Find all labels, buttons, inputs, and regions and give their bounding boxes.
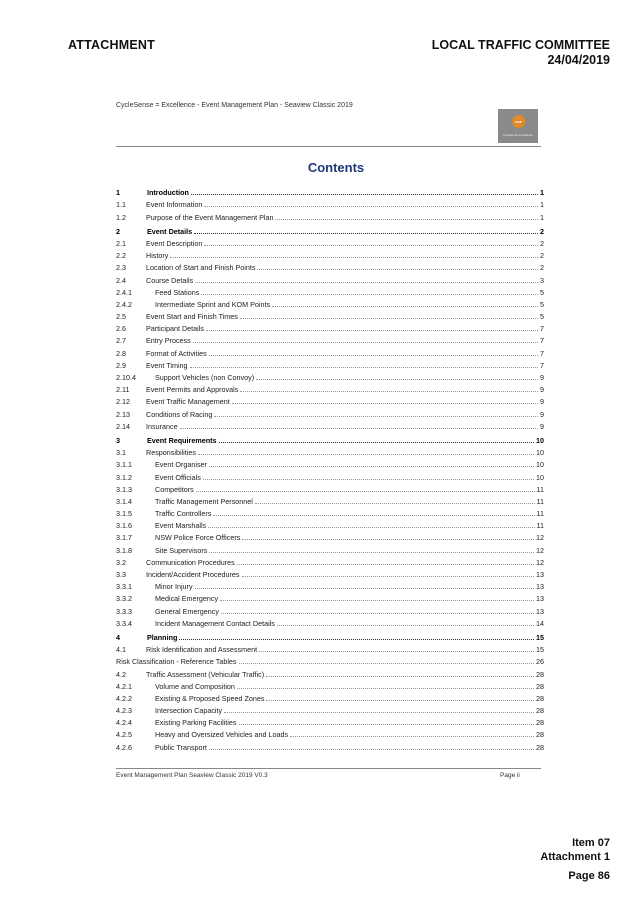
toc-leader-dots	[195, 282, 538, 283]
toc-entry-number: 3.1.1	[116, 460, 132, 470]
toc-entry-number: 2.11	[116, 385, 130, 395]
toc-entry-number: 2.2	[116, 251, 126, 261]
toc-leader-dots	[272, 306, 538, 307]
toc-entry-number: 4.2.2	[116, 693, 132, 703]
logo-tagline: cyclesense excellence	[503, 133, 533, 137]
toc-entry[interactable]	[116, 382, 544, 394]
toc-entry-page: 28	[536, 693, 544, 703]
toc-entry[interactable]	[116, 345, 544, 357]
toc-entry-page: 28	[536, 742, 544, 752]
toc-leader-dots	[195, 588, 534, 589]
toc-entry-title: Public Transport	[155, 742, 207, 752]
toc-leader-dots	[208, 527, 534, 528]
toc-entry-title: Participant Details	[146, 324, 204, 334]
toc-entry-number: 4	[116, 632, 120, 642]
toc-entry[interactable]	[116, 616, 544, 628]
toc-entry-title: Traffic Assessment (Vehicular Traffic)	[146, 669, 265, 679]
toc-leader-dots	[256, 379, 538, 380]
toc-leader-dots	[196, 491, 535, 492]
toc-entry[interactable]	[116, 482, 544, 494]
page-number: Page 86	[568, 870, 610, 882]
toc-entry-page: 2	[540, 226, 544, 236]
toc-leader-dots	[221, 613, 534, 614]
toc-entry-title: Site Supervisors	[155, 545, 208, 555]
toc-entry-title: Event Timing	[146, 360, 188, 370]
toc-entry[interactable]	[116, 445, 544, 457]
toc-entry[interactable]	[116, 309, 544, 321]
toc-entry-title: Event Description	[146, 238, 203, 248]
toc-leader-dots	[203, 479, 534, 480]
toc-entry-page: 9	[540, 409, 544, 419]
toc-entry-page: 13	[536, 594, 544, 604]
header-committee	[432, 38, 610, 68]
toc-entry-title: NSW Police Force Officers	[155, 533, 241, 543]
toc-entry[interactable]	[116, 370, 544, 382]
toc-entry-page: 12	[536, 533, 544, 543]
toc-entry[interactable]	[116, 727, 544, 739]
toc-entry-number: 2.4	[116, 275, 126, 285]
toc-entry-page: 10	[536, 460, 544, 470]
toc-entry[interactable]	[116, 642, 544, 654]
toc-entry-title: Event Permits and Approvals	[146, 385, 239, 395]
toc-entry-title: Responsibilities	[146, 448, 196, 458]
toc-entry[interactable]	[116, 703, 544, 715]
toc-entry-number: 2.9	[116, 360, 126, 370]
toc-leader-dots	[193, 342, 538, 343]
toc-entry-page: 2	[540, 263, 544, 273]
toc-leader-dots	[191, 194, 538, 195]
toc-leader-dots	[214, 416, 538, 417]
toc-entry-title: General Emergency	[155, 606, 219, 616]
toc-entry[interactable]	[116, 666, 544, 678]
toc-entry-title: Incident/Accident Procedures	[146, 570, 240, 579]
toc-entry-number: 4.1	[116, 645, 126, 655]
toc-entry-page: 3	[540, 275, 544, 285]
toc-leader-dots	[209, 355, 538, 356]
toc-entry[interactable]	[116, 555, 544, 567]
toc-entry-title: Minor Injury	[155, 582, 193, 592]
toc-leader-dots	[237, 564, 534, 565]
toc-entry-title: Event Organiser	[155, 460, 207, 470]
toc-entry-number: 4.2	[116, 669, 126, 679]
toc-leader-dots	[290, 736, 534, 737]
logo-mark: cse	[512, 115, 525, 128]
toc-entry-page: 7	[540, 336, 544, 346]
toc-entry-number: 2.4.1	[116, 287, 132, 297]
toc-entry[interactable]	[116, 185, 544, 197]
toc-entry-title: Incident Management Contact Details	[155, 618, 275, 628]
toc-entry-number: 3	[116, 435, 120, 445]
toc-leader-dots	[209, 552, 534, 553]
toc-entry-page: 11	[536, 496, 544, 506]
toc-leader-dots	[266, 676, 534, 677]
toc-entry-title: Introduction	[147, 188, 189, 198]
toc-leader-dots	[206, 330, 538, 331]
toc-entry[interactable]	[116, 494, 544, 506]
toc-entry-page: 9	[540, 385, 544, 395]
toc-leader-dots	[170, 257, 538, 258]
item-number: Item 07	[572, 837, 610, 849]
toc-leader-dots	[201, 294, 538, 295]
toc-entry-number: 3.1.8	[116, 545, 132, 555]
toc-entry-number: 4.2.4	[116, 718, 132, 728]
toc-entry-number: 3.3.3	[116, 606, 132, 616]
toc-entry-number: 3.1.2	[116, 472, 132, 482]
toc-entry-title: Event Details	[147, 226, 193, 236]
header-attachment: ATTACHMENT	[68, 38, 155, 52]
toc-entry-page: 15	[536, 632, 544, 642]
toc-leader-dots	[277, 625, 534, 626]
toc-entry[interactable]	[116, 333, 544, 345]
committee-date: 24/04/2019	[547, 53, 610, 67]
toc-entry-number: 3.2	[116, 557, 126, 567]
toc-entry-page: 12	[536, 557, 544, 567]
toc-entry[interactable]	[116, 506, 544, 518]
toc-entry[interactable]	[116, 209, 544, 221]
toc-entry[interactable]	[116, 197, 544, 209]
toc-entry-title: Location of Start and Finish Points	[146, 263, 256, 273]
toc-entry[interactable]	[116, 579, 544, 591]
toc-entry[interactable]	[116, 433, 544, 445]
toc-entry[interactable]	[116, 297, 544, 309]
toc-leader-dots	[209, 466, 534, 467]
toc-entry-page: 28	[536, 718, 544, 728]
toc-entry[interactable]	[116, 224, 544, 236]
toc-entry-page: 28	[536, 681, 544, 691]
toc-entry-number: 3.3	[116, 570, 126, 579]
toc-entry-title: Conditions of Racing	[146, 409, 213, 419]
toc-entry-number: 2	[116, 226, 120, 236]
toc-entry-title: History	[146, 251, 169, 261]
toc-entry-number: 2.12	[116, 397, 130, 407]
toc-entry-title: Event Traffic Management	[146, 397, 230, 407]
toc-entry-title: Event Officials	[155, 472, 201, 482]
toc-leader-dots	[237, 688, 534, 689]
toc-entry-title: Traffic Controllers	[155, 509, 212, 519]
toc-entry-title: Competitors	[155, 484, 194, 494]
toc-entry-title: Event Marshalls	[155, 521, 207, 531]
toc-leader-dots	[275, 219, 538, 220]
toc-entry-page: 13	[536, 606, 544, 616]
toc-leader-dots	[257, 269, 538, 270]
toc-leader-dots	[194, 233, 538, 234]
toc-entry-page: 10	[536, 448, 544, 458]
toc-entry-number: 2.6	[116, 324, 126, 334]
toc-entry-title: Course Details	[146, 275, 194, 285]
toc-entry[interactable]	[116, 394, 544, 406]
toc-leader-dots	[239, 663, 534, 664]
toc-entry-title: Intermediate Sprint and KOM Points	[155, 299, 271, 309]
toc-entry-page: 1	[540, 200, 544, 210]
toc-entry-number: 1	[116, 188, 120, 198]
toc-entry[interactable]	[116, 285, 544, 297]
toc-entry[interactable]	[116, 679, 544, 691]
toc-leader-dots	[219, 442, 535, 443]
toc-entry[interactable]	[116, 321, 544, 333]
toc-entry-number: 3.1.4	[116, 496, 132, 506]
toc-leader-dots	[242, 539, 534, 540]
toc-entry[interactable]	[116, 406, 544, 418]
item-block	[540, 836, 610, 864]
toc-entry-title: Communication Procedures	[146, 557, 235, 567]
toc-entry-page: 11	[536, 521, 544, 531]
toc-entry[interactable]	[116, 654, 544, 666]
plan-header: CycleSense = Excellence - Event Management Plan - Seaview Classic 2019	[116, 102, 353, 109]
toc-entry-page: 7	[540, 348, 544, 358]
toc-leader-dots	[180, 428, 538, 429]
toc-entry[interactable]	[116, 419, 544, 431]
logo	[498, 109, 538, 143]
toc-entry-page: 12	[536, 545, 544, 555]
toc-entry-number: 2.14	[116, 421, 130, 431]
header-rule	[116, 146, 541, 147]
toc-entry-number: 3.3.4	[116, 618, 132, 628]
toc-entry-number: 3.1.7	[116, 533, 132, 543]
toc-entry-number: 3.1.5	[116, 509, 132, 519]
toc-entry-page: 1	[540, 212, 544, 222]
toc-entry-title: Format of Activities	[146, 348, 207, 358]
toc-entry[interactable]	[116, 567, 544, 579]
toc-entry[interactable]	[116, 469, 544, 481]
toc-entry-page: 15	[536, 645, 544, 655]
toc-entry-number: 2.7	[116, 336, 126, 346]
toc-entry-title: Heavy and Oversized Vehicles and Loads	[155, 730, 289, 740]
toc-entry-page: 7	[540, 324, 544, 334]
toc-entry-number: 3.1.3	[116, 484, 132, 494]
toc-entry[interactable]	[116, 542, 544, 554]
toc-leader-dots	[179, 639, 534, 640]
toc-entry-number: 4.2.6	[116, 742, 132, 752]
toc-entry-number: 1.1	[116, 200, 126, 210]
toc-leader-dots	[239, 724, 535, 725]
toc-entry-title: Medical Emergency	[155, 594, 219, 604]
toc-entry-title: Risk Classification - Reference Tables	[116, 657, 237, 667]
toc-entry-page: 11	[536, 509, 544, 519]
toc-entry-number: 2.10.4	[116, 373, 136, 382]
toc-entry-title: Entry Process	[146, 336, 191, 346]
toc-entry-title: Planning	[147, 632, 178, 642]
toc-entry-page: 28	[536, 730, 544, 740]
toc-entry-page: 28	[536, 669, 544, 679]
toc-entry-number: 2.13	[116, 409, 130, 419]
toc-entry[interactable]	[116, 358, 544, 370]
toc-entry-title: Event Start and Finish Times	[146, 312, 238, 322]
toc-entry-page: 9	[540, 373, 544, 382]
toc-entry-number: 4.2.5	[116, 730, 132, 740]
contents-title: Contents	[307, 160, 365, 175]
toc-leader-dots	[220, 600, 534, 601]
toc-leader-dots	[204, 245, 538, 246]
toc-entry[interactable]	[116, 518, 544, 530]
toc-entry-title: Event Requirements	[147, 435, 217, 445]
toc-leader-dots	[242, 576, 535, 577]
toc-entry-number: 2.5	[116, 312, 126, 322]
toc-entry-page: 26	[536, 657, 544, 667]
toc-entry-title: Volume and Composition	[155, 681, 235, 691]
toc-entry-page: 11	[536, 484, 544, 494]
toc-entry[interactable]	[116, 248, 544, 260]
toc-entry-number: 3.1.6	[116, 521, 132, 531]
toc-entry-page: 5	[540, 287, 544, 297]
toc-entry-number: 3.3.1	[116, 582, 132, 592]
toc-entry-title: Existing Parking Facilities	[155, 718, 237, 728]
toc-entry-page: 5	[540, 312, 544, 322]
toc-entry-number: 3.1	[116, 448, 126, 458]
toc-leader-dots	[259, 651, 534, 652]
toc-leader-dots	[240, 318, 538, 319]
attachment-number: Attachment 1	[540, 851, 610, 863]
toc-leader-dots	[232, 403, 538, 404]
toc-entry-title: Purpose of the Event Management Plan	[146, 212, 274, 222]
toc-entry-title: Risk Identification and Assessment	[146, 645, 258, 655]
toc-leader-dots	[198, 454, 534, 455]
toc-entry[interactable]	[116, 739, 544, 751]
toc-entry-number: 2.3	[116, 263, 126, 273]
toc-entry[interactable]	[116, 630, 544, 642]
toc-entry[interactable]	[116, 236, 544, 248]
toc-entry[interactable]	[116, 691, 544, 703]
toc-entry-number: 2.8	[116, 348, 126, 358]
toc-leader-dots	[224, 712, 534, 713]
toc-entry[interactable]	[116, 457, 544, 469]
toc-leader-dots	[190, 367, 538, 368]
toc-entry-title: Insurance	[146, 421, 178, 431]
toc-entry-title: Traffic Management Personnel	[155, 496, 253, 506]
toc-entry[interactable]	[116, 603, 544, 615]
toc-entry-page: 14	[536, 618, 544, 628]
toc-leader-dots	[204, 206, 538, 207]
toc-leader-dots	[240, 391, 538, 392]
toc-entry-page: 28	[536, 706, 544, 716]
toc-entry-page: 13	[536, 582, 544, 592]
toc-entry[interactable]	[116, 591, 544, 603]
toc-entry-page: 9	[540, 397, 544, 407]
toc-entry-page: 5	[540, 299, 544, 309]
toc-leader-dots	[266, 700, 534, 701]
footer-rule	[116, 768, 541, 769]
toc-entry-page: 1	[540, 188, 544, 198]
toc-entry[interactable]	[116, 715, 544, 727]
toc-leader-dots	[213, 515, 534, 516]
toc-entry-number: 2.4.2	[116, 299, 132, 309]
toc-entry-title: Feed Stations	[155, 287, 200, 297]
toc-entry-title: Event Information	[146, 200, 203, 210]
committee-name: LOCAL TRAFFIC COMMITTEE	[431, 38, 610, 52]
toc-entry[interactable]	[116, 272, 544, 284]
toc-leader-dots	[255, 503, 535, 504]
toc-entry-page: 10	[536, 435, 544, 445]
toc-entry-page: 10	[536, 472, 544, 482]
toc-entry-number: 3.3.2	[116, 594, 132, 604]
toc-entry[interactable]	[116, 530, 544, 542]
toc-entry-page: 9	[540, 421, 544, 431]
toc-entry-title: Existing & Proposed Speed Zones	[155, 693, 265, 703]
toc-entry-number: 4.2.1	[116, 681, 132, 691]
toc-entry-number: 2.1	[116, 238, 126, 248]
toc-entry-number: 4.2.3	[116, 706, 132, 716]
table-of-contents	[116, 183, 544, 752]
footer-page-roman: Page ii	[500, 772, 520, 779]
toc-leader-dots	[209, 749, 534, 750]
toc-entry-page: 7	[540, 360, 544, 370]
toc-entry[interactable]	[116, 260, 544, 272]
toc-entry-number: 1.2	[116, 212, 126, 222]
toc-entry-title: Support Vehicles (non Convoy)	[155, 373, 255, 382]
toc-entry-page: 13	[536, 570, 544, 579]
footer-plan-name: Event Management Plan Seaview Classic 2019 V0.3	[116, 772, 268, 779]
toc-entry-page: 2	[540, 238, 544, 248]
toc-entry-page: 2	[540, 251, 544, 261]
toc-entry-title: Intersection Capacity	[155, 706, 223, 716]
